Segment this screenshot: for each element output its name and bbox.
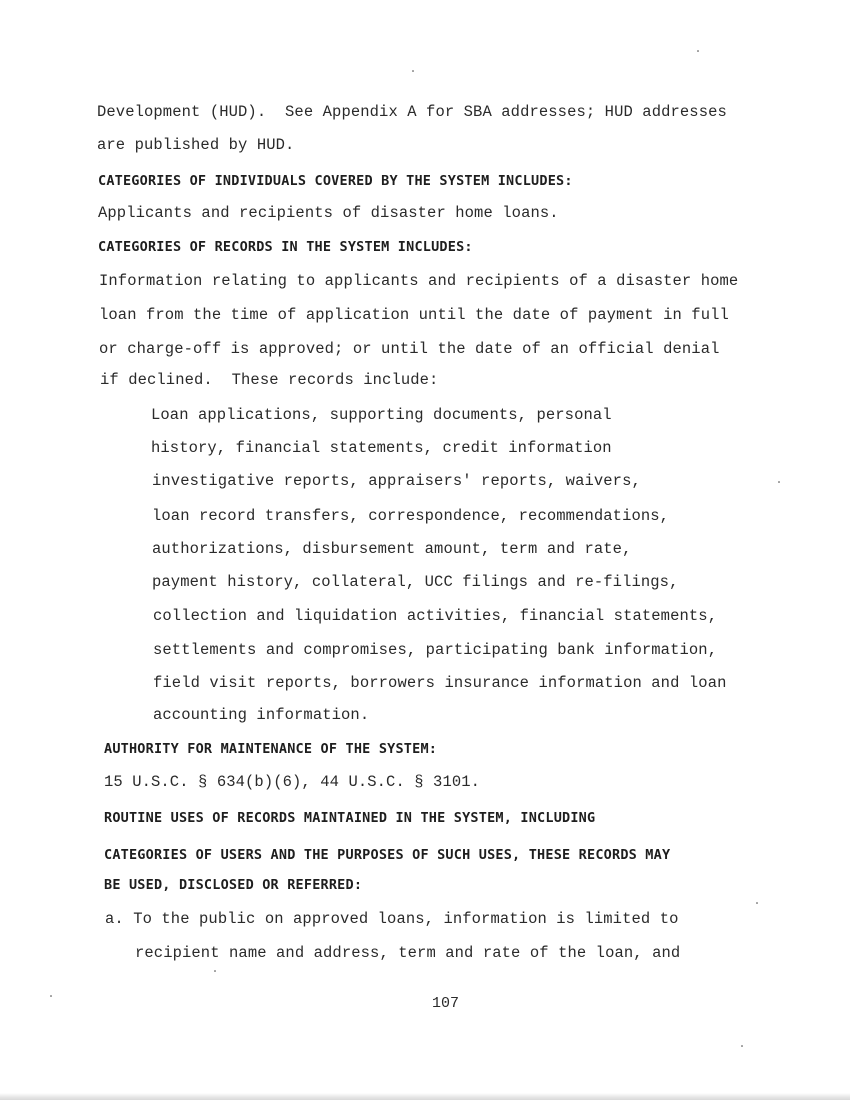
section-heading: ROUTINE USES OF RECORDS MAINTAINED IN THE SYSTEM, INCLUDING — [104, 810, 596, 826]
scan-speck — [741, 1045, 743, 1047]
body-line: Information relating to applicants and recipients of a disaster home — [99, 272, 739, 290]
body-line: 15 U.S.C. § 634(b)(6), 44 U.S.C. § 3101. — [104, 773, 481, 791]
scan-speck — [756, 902, 758, 904]
section-heading: CATEGORIES OF USERS AND THE PURPOSES OF SUCH USES, THESE RECORDS MAY — [104, 847, 671, 863]
body-line: Applicants and recipients of disaster home loans. — [98, 204, 559, 222]
page-number: 107 — [432, 995, 460, 1012]
records-list-item: Loan applications, supporting documents, personal — [151, 406, 612, 424]
records-list-item: authorizations, disbursement amount, term and rate, — [152, 540, 632, 558]
records-list-item: settlements and compromises, participating bank information, — [153, 641, 718, 659]
body-line: are published by HUD. — [97, 136, 295, 154]
records-list-item: investigative reports, appraisers' reports, waivers, — [152, 472, 641, 490]
records-list-item: payment history, collateral, UCC filings and re-filings, — [152, 573, 679, 591]
scan-speck — [412, 70, 414, 72]
scan-bottom-edge — [0, 1093, 850, 1100]
section-heading: AUTHORITY FOR MAINTENANCE OF THE SYSTEM: — [104, 741, 438, 757]
records-list-item: history, financial statements, credit information — [151, 439, 612, 457]
routine-use-item: a. To the public on approved loans, information is limited to — [105, 910, 679, 928]
records-list-item: accounting information. — [153, 706, 370, 724]
section-heading: CATEGORIES OF RECORDS IN THE SYSTEM INCLUDES: — [98, 239, 473, 255]
body-line: Development (HUD). See Appendix A for SBA addresses; HUD addresses — [97, 103, 727, 121]
scan-speck — [697, 50, 699, 52]
routine-use-item: recipient name and address, term and rate of the loan, and — [135, 944, 681, 962]
section-heading: CATEGORIES OF INDIVIDUALS COVERED BY THE SYSTEM INCLUDES: — [98, 173, 573, 189]
records-list-item: field visit reports, borrowers insurance information and loan — [153, 674, 727, 692]
scan-speck — [778, 481, 780, 483]
body-line: or charge-off is approved; or until the date of an official denial — [99, 340, 720, 358]
records-list-item: collection and liquidation activities, financial statements, — [153, 607, 718, 625]
scan-speck — [214, 970, 216, 972]
scan-speck — [50, 995, 52, 997]
records-list-item: loan record transfers, correspondence, recommendations, — [152, 507, 670, 525]
section-heading: BE USED, DISCLOSED OR REFERRED: — [104, 877, 363, 893]
body-line: loan from the time of application until the date of payment in full — [99, 306, 729, 324]
body-line: if declined. These records include: — [100, 371, 439, 389]
